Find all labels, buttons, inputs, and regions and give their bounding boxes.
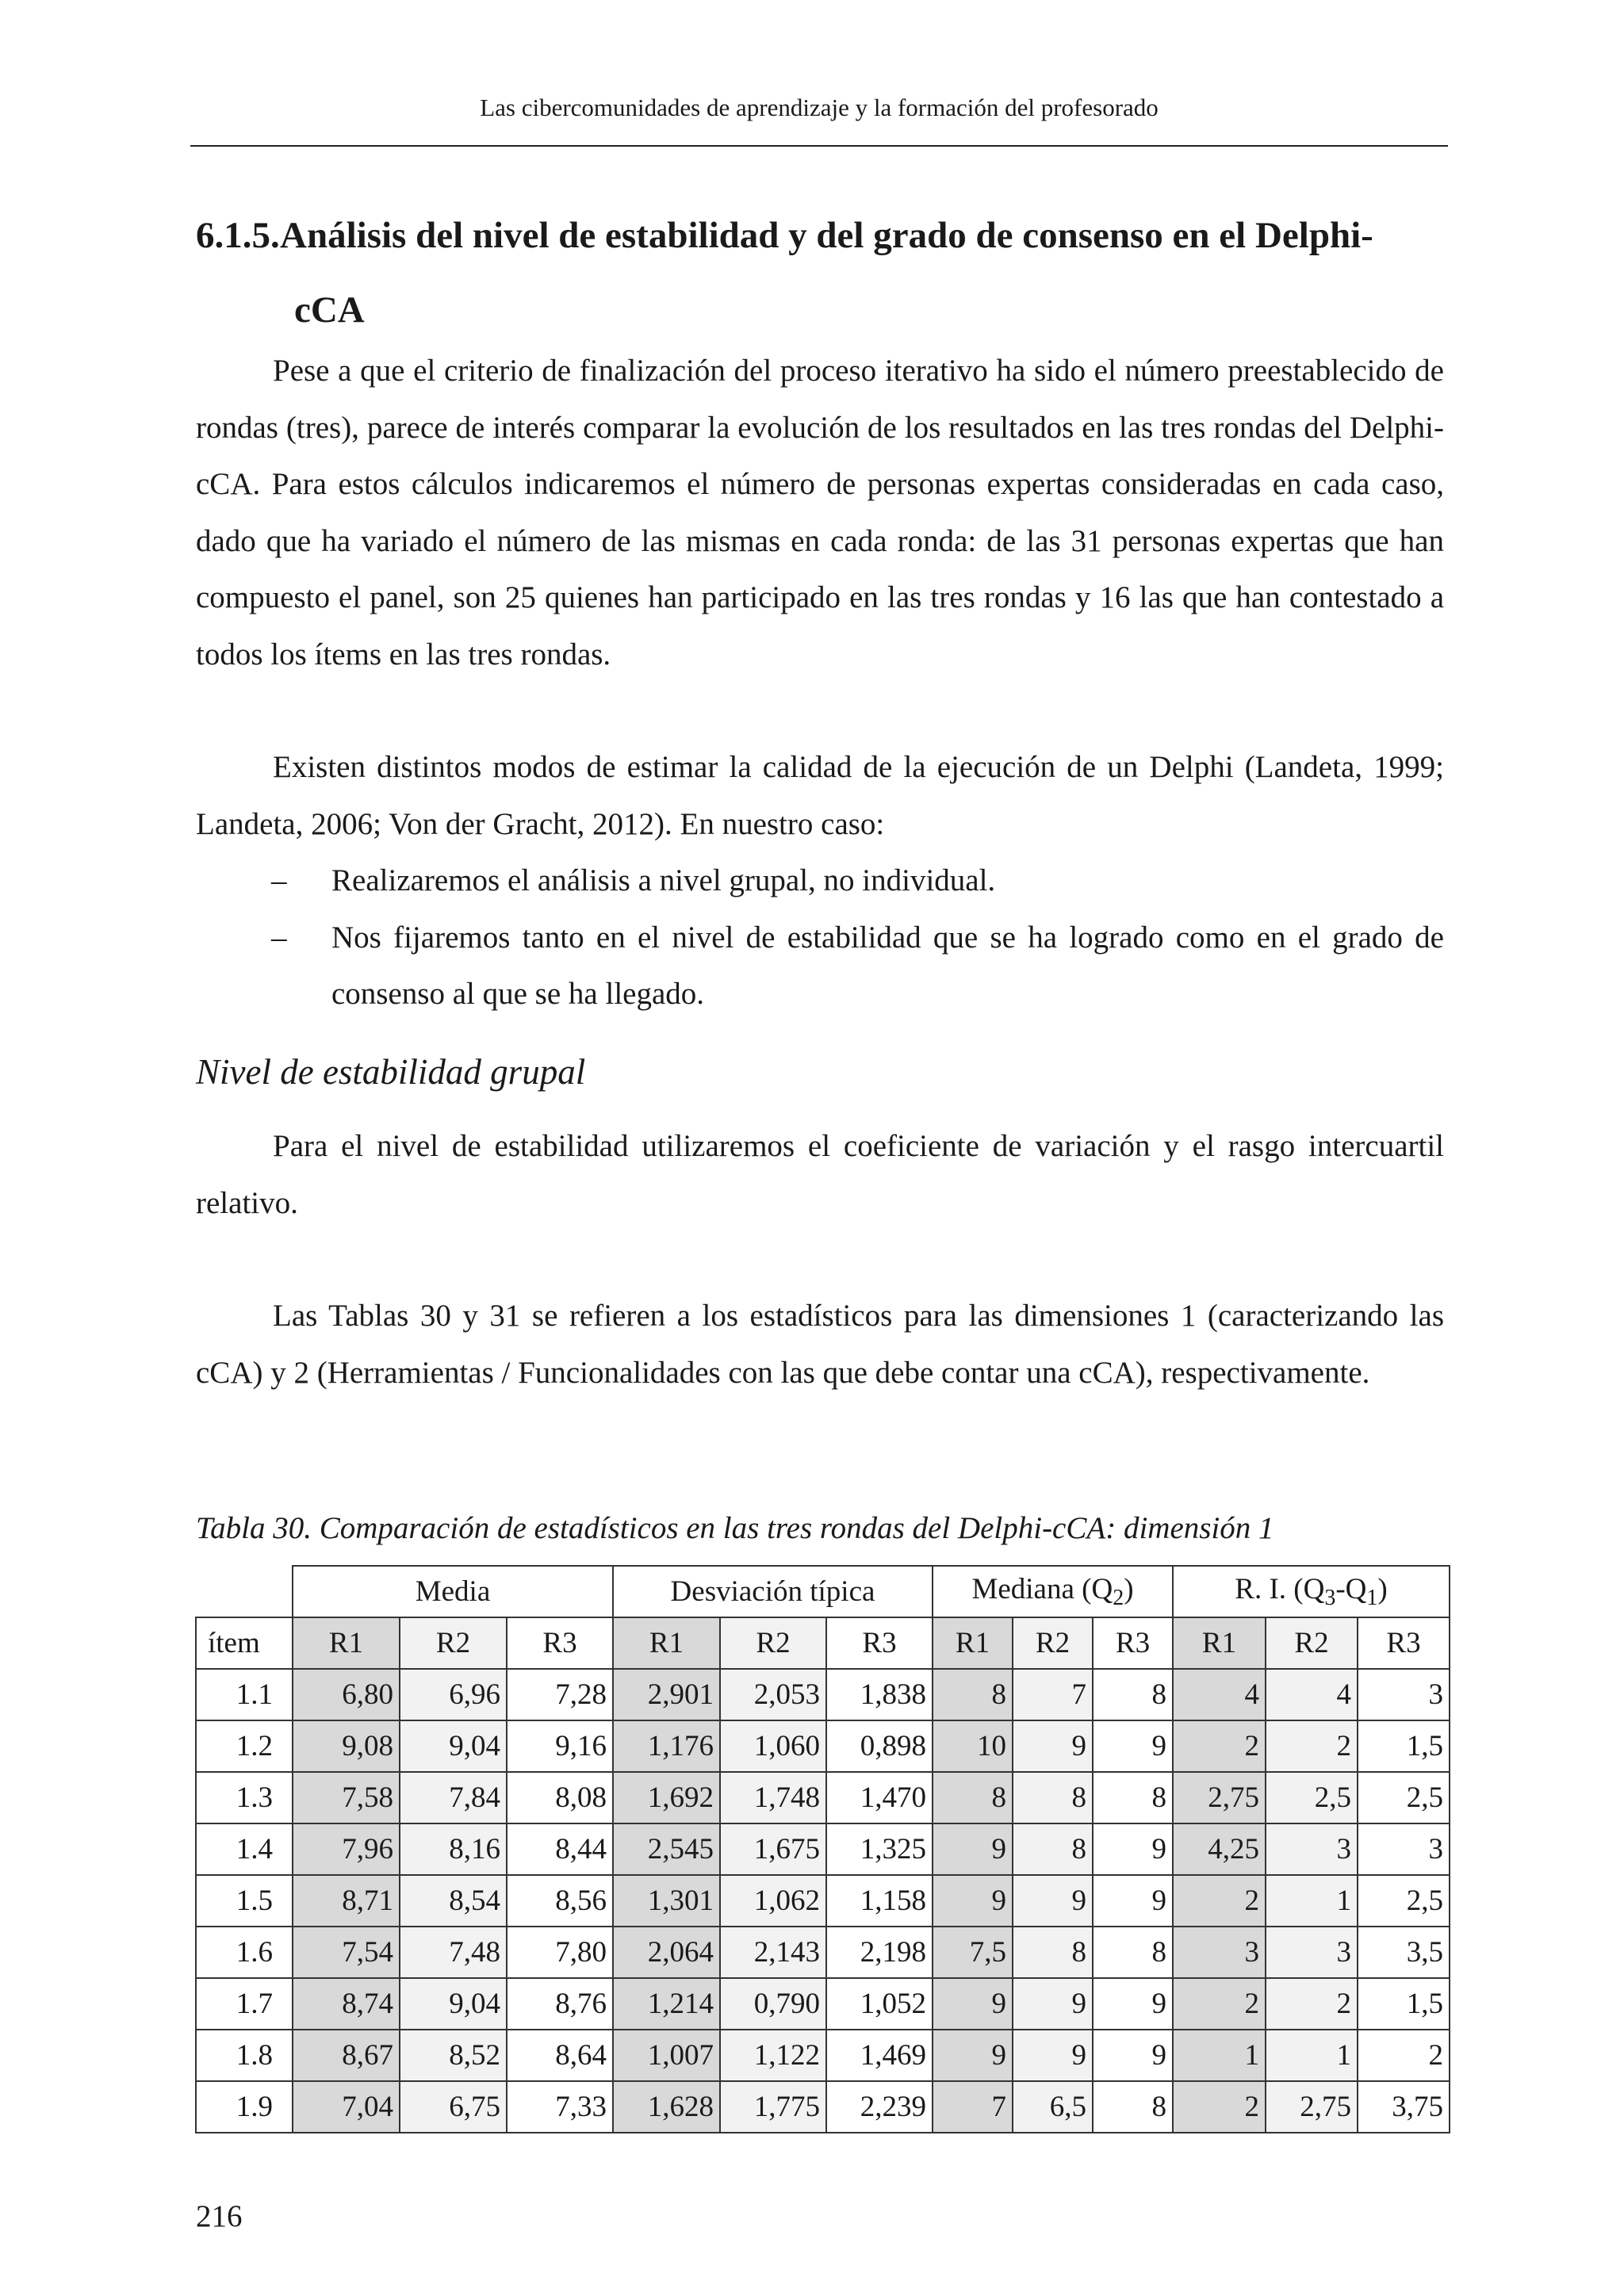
ri-subscript-3: 3 xyxy=(1324,1586,1336,1610)
mediana-r1-cell: 8 xyxy=(933,1772,1013,1823)
paragraph-2: Existen distintos modos de estimar la calidad de la ejecución de un Delphi (Landeta, 1999; Landeta, 2006; Von der Gracht, 2012). En nuestro caso: xyxy=(196,750,1444,841)
mediana-r3-cell: 9 xyxy=(1093,1720,1173,1772)
ri-r2-cell: 1 xyxy=(1266,1875,1358,1927)
mediana-r2-cell: 8 xyxy=(1013,1823,1093,1875)
round-header: R3 xyxy=(507,1617,613,1669)
mediana-r3-cell: 8 xyxy=(1093,2081,1173,2133)
section-title-line2: cCA xyxy=(294,289,365,331)
round-header: R1 xyxy=(613,1617,720,1669)
desv-r1-cell: 1,628 xyxy=(613,2081,720,2133)
desv-r3-cell: 1,838 xyxy=(826,1669,933,1720)
group-header-mediana xyxy=(933,1566,1173,1617)
desv-r2-cell: 1,122 xyxy=(720,2030,826,2081)
ri-r3-cell: 2 xyxy=(1358,2030,1450,2081)
desv-r1-cell: 1,007 xyxy=(613,2030,720,2081)
media-r1-cell: 7,58 xyxy=(293,1772,400,1823)
media-r2-cell: 6,96 xyxy=(400,1669,507,1720)
media-r3-cell: 8,08 xyxy=(507,1772,613,1823)
table-caption: Tabla 30. Comparación de estadísticos en las tres rondas del Delphi-cCA: dimensión 1 xyxy=(196,1511,1274,1545)
table-row xyxy=(196,1823,1450,1875)
media-r2-cell: 7,84 xyxy=(400,1772,507,1823)
media-r1-cell: 7,04 xyxy=(293,2081,400,2133)
mediana-r2-cell: 9 xyxy=(1013,1720,1093,1772)
table-row xyxy=(196,1978,1450,2030)
item-cell: 1.3 xyxy=(196,1772,293,1823)
media-r1-cell: 7,96 xyxy=(293,1823,400,1875)
mediana-subscript: 2 xyxy=(1113,1586,1124,1610)
table-row xyxy=(196,1927,1450,1978)
ri-r3-cell: 1,5 xyxy=(1358,1978,1450,2030)
ri-r3-cell: 2,5 xyxy=(1358,1772,1450,1823)
ri-dash: -Q xyxy=(1335,1573,1367,1605)
ri-r1-cell: 2 xyxy=(1173,1720,1266,1772)
media-r3-cell: 9,16 xyxy=(507,1720,613,1772)
ri-r1-cell: 4 xyxy=(1173,1669,1266,1720)
table-row xyxy=(196,2081,1450,2133)
ri-label: R. I. (Q xyxy=(1235,1573,1325,1605)
media-r3-cell: 7,33 xyxy=(507,2081,613,2133)
media-r1-cell: 9,08 xyxy=(293,1720,400,1772)
table-body xyxy=(196,1669,1450,2133)
round-header: R2 xyxy=(1013,1617,1093,1669)
desv-r3-cell: 1,325 xyxy=(826,1823,933,1875)
media-r1-cell: 8,67 xyxy=(293,2030,400,2081)
desv-r1-cell: 1,301 xyxy=(613,1875,720,1927)
paragraph-3: Para el nivel de estabilidad utilizaremos el coeficiente de variación y el rasgo intercuartil relativo. xyxy=(196,1129,1444,1220)
mediana-close: ) xyxy=(1124,1573,1134,1605)
item-cell: 1.2 xyxy=(196,1720,293,1772)
media-r2-cell: 7,48 xyxy=(400,1927,507,1978)
subheading: Nivel de estabilidad grupal xyxy=(196,1052,586,1092)
list-item-text: Nos fijaremos tanto en el nivel de estabilidad que se ha logrado como en el grado de consenso al que se ha llegado. xyxy=(331,920,1444,1011)
mediana-r2-cell: 8 xyxy=(1013,1927,1093,1978)
desv-r3-cell: 0,898 xyxy=(826,1720,933,1772)
dash-bullet: – xyxy=(271,920,287,955)
item-cell: 1.7 xyxy=(196,1978,293,2030)
desv-r1-cell: 1,214 xyxy=(613,1978,720,2030)
desv-r1-cell: 2,545 xyxy=(613,1823,720,1875)
round-header: R3 xyxy=(1358,1617,1450,1669)
media-r3-cell: 8,76 xyxy=(507,1978,613,2030)
item-cell: 1.1 xyxy=(196,1669,293,1720)
round-header: R3 xyxy=(826,1617,933,1669)
media-r1-cell: 7,54 xyxy=(293,1927,400,1978)
round-header: R1 xyxy=(293,1617,400,1669)
ri-r2-cell: 2 xyxy=(1266,1978,1358,2030)
table-group-header-row xyxy=(196,1566,1450,1617)
mediana-r1-cell: 8 xyxy=(933,1669,1013,1720)
desv-r3-cell: 2,198 xyxy=(826,1927,933,1978)
ri-r2-cell: 3 xyxy=(1266,1823,1358,1875)
dash-bullet: – xyxy=(271,863,287,897)
desv-r1-cell: 1,176 xyxy=(613,1720,720,1772)
round-header: R1 xyxy=(933,1617,1013,1669)
ri-r1-cell: 2,75 xyxy=(1173,1772,1266,1823)
desv-r3-cell: 1,469 xyxy=(826,2030,933,2081)
blank-corner-cell xyxy=(196,1566,293,1617)
mediana-r2-cell: 8 xyxy=(1013,1772,1093,1823)
item-cell: 1.9 xyxy=(196,2081,293,2133)
mediana-r1-cell: 9 xyxy=(933,2030,1013,2081)
ri-r1-cell: 2 xyxy=(1173,1875,1266,1927)
section-heading xyxy=(196,198,1449,347)
desv-r3-cell: 2,239 xyxy=(826,2081,933,2133)
mediana-r2-cell: 6,5 xyxy=(1013,2081,1093,2133)
item-cell: 1.4 xyxy=(196,1823,293,1875)
desv-r1-cell: 1,692 xyxy=(613,1772,720,1823)
ri-r1-cell: 2 xyxy=(1173,2081,1266,2133)
desv-r2-cell: 2,053 xyxy=(720,1669,826,1720)
round-header: R2 xyxy=(1266,1617,1358,1669)
mediana-r2-cell: 7 xyxy=(1013,1669,1093,1720)
desv-r2-cell: 1,675 xyxy=(720,1823,826,1875)
desv-r1-cell: 2,901 xyxy=(613,1669,720,1720)
stats-table xyxy=(195,1565,1450,2133)
mediana-r1-cell: 7,5 xyxy=(933,1927,1013,1978)
media-r3-cell: 8,44 xyxy=(507,1823,613,1875)
ri-r1-cell: 3 xyxy=(1173,1927,1266,1978)
ri-close: ) xyxy=(1377,1573,1388,1605)
media-r2-cell: 8,54 xyxy=(400,1875,507,1927)
list-item xyxy=(196,852,1444,909)
mediana-r1-cell: 9 xyxy=(933,1875,1013,1927)
table-round-header-row xyxy=(196,1617,1450,1669)
media-r2-cell: 9,04 xyxy=(400,1720,507,1772)
paragraph-4-block xyxy=(196,1288,1444,1401)
bullet-list xyxy=(196,852,1444,1023)
page-number: 216 xyxy=(196,2199,243,2233)
header-rule xyxy=(190,145,1448,147)
paragraph-1: Pese a que el criterio de finalización del proceso iterativo ha sido el número preestablecido de rondas (tres), parece de interés comparar la evolución de los resultados en las tres rondas del Delphi-cCA. Para estos cálculos indicaremos el número de personas expertas consideradas en cada caso, dado que ha variado el número de las mismas en cada ronda: de las 31 personas expertas que han compuesto el panel, son 25 quienes han participado en las tres rondas y 16 las que han contestado a todos los ítems en las tres rondas. xyxy=(196,354,1444,672)
ri-r3-cell: 3 xyxy=(1358,1823,1450,1875)
ri-r2-cell: 2,75 xyxy=(1266,2081,1358,2133)
mediana-r3-cell: 8 xyxy=(1093,1927,1173,1978)
mediana-r3-cell: 9 xyxy=(1093,1875,1173,1927)
ri-r1-cell: 4,25 xyxy=(1173,1823,1266,1875)
round-header: R2 xyxy=(720,1617,826,1669)
item-cell: 1.5 xyxy=(196,1875,293,1927)
item-column-header: ítem xyxy=(196,1617,293,1669)
ri-r1-cell: 2 xyxy=(1173,1978,1266,2030)
round-header: R3 xyxy=(1093,1617,1173,1669)
mediana-r1-cell: 10 xyxy=(933,1720,1013,1772)
desv-r2-cell: 2,143 xyxy=(720,1927,826,1978)
media-r3-cell: 8,56 xyxy=(507,1875,613,1927)
paragraph-3-block xyxy=(196,1118,1444,1231)
group-header-media: Media xyxy=(293,1566,613,1617)
ri-r2-cell: 1 xyxy=(1266,2030,1358,2081)
ri-r3-cell: 3,5 xyxy=(1358,1927,1450,1978)
mediana-r3-cell: 9 xyxy=(1093,1978,1173,2030)
media-r2-cell: 8,16 xyxy=(400,1823,507,1875)
desv-r3-cell: 1,158 xyxy=(826,1875,933,1927)
section-title-line1: Análisis del nivel de estabilidad y del grado de consenso en el Delphi- xyxy=(280,215,1373,256)
media-r3-cell: 7,28 xyxy=(507,1669,613,1720)
table-row xyxy=(196,1772,1450,1823)
mediana-r2-cell: 9 xyxy=(1013,1875,1093,1927)
media-r1-cell: 6,80 xyxy=(293,1669,400,1720)
media-r3-cell: 7,80 xyxy=(507,1927,613,1978)
mediana-label: Mediana (Q xyxy=(971,1573,1113,1605)
desv-r2-cell: 1,748 xyxy=(720,1772,826,1823)
desv-r2-cell: 0,790 xyxy=(720,1978,826,2030)
desv-r2-cell: 1,060 xyxy=(720,1720,826,1772)
mediana-r1-cell: 7 xyxy=(933,2081,1013,2133)
mediana-r3-cell: 8 xyxy=(1093,1669,1173,1720)
mediana-r2-cell: 9 xyxy=(1013,1978,1093,2030)
table-row xyxy=(196,2030,1450,2081)
ri-r1-cell: 1 xyxy=(1173,2030,1266,2081)
ri-r2-cell: 2,5 xyxy=(1266,1772,1358,1823)
mediana-r3-cell: 8 xyxy=(1093,1772,1173,1823)
paragraph-2-block xyxy=(196,739,1444,1023)
running-header: Las cibercomunidades de aprendizaje y la formación del profesorado xyxy=(480,94,1159,121)
desv-r1-cell: 2,064 xyxy=(613,1927,720,1978)
media-r2-cell: 9,04 xyxy=(400,1978,507,2030)
mediana-r3-cell: 9 xyxy=(1093,1823,1173,1875)
table-row xyxy=(196,1875,1450,1927)
ri-r3-cell: 2,5 xyxy=(1358,1875,1450,1927)
list-item-text: Realizaremos el análisis a nivel grupal, no individual. xyxy=(331,863,996,897)
desv-r3-cell: 1,470 xyxy=(826,1772,933,1823)
table-row xyxy=(196,1720,1450,1772)
ri-r2-cell: 4 xyxy=(1266,1669,1358,1720)
media-r1-cell: 8,71 xyxy=(293,1875,400,1927)
ri-r2-cell: 3 xyxy=(1266,1927,1358,1978)
group-header-ri xyxy=(1173,1566,1450,1617)
table-row xyxy=(196,1669,1450,1720)
mediana-r1-cell: 9 xyxy=(933,1823,1013,1875)
list-item xyxy=(196,909,1444,1023)
round-header: R2 xyxy=(400,1617,507,1669)
ri-subscript-1: 1 xyxy=(1366,1586,1378,1610)
desv-r2-cell: 1,775 xyxy=(720,2081,826,2133)
ri-r3-cell: 3 xyxy=(1358,1669,1450,1720)
round-header: R1 xyxy=(1173,1617,1266,1669)
paragraph-1-block xyxy=(196,342,1444,683)
media-r3-cell: 8,64 xyxy=(507,2030,613,2081)
item-cell: 1.6 xyxy=(196,1927,293,1978)
mediana-r1-cell: 9 xyxy=(933,1978,1013,2030)
media-r2-cell: 8,52 xyxy=(400,2030,507,2081)
ri-r3-cell: 1,5 xyxy=(1358,1720,1450,1772)
desv-r3-cell: 1,052 xyxy=(826,1978,933,2030)
ri-r3-cell: 3,75 xyxy=(1358,2081,1450,2133)
mediana-r3-cell: 9 xyxy=(1093,2030,1173,2081)
media-r1-cell: 8,74 xyxy=(293,1978,400,2030)
media-r2-cell: 6,75 xyxy=(400,2081,507,2133)
item-cell: 1.8 xyxy=(196,2030,293,2081)
section-number: 6.1.5. xyxy=(196,215,280,256)
ri-r2-cell: 2 xyxy=(1266,1720,1358,1772)
mediana-r2-cell: 9 xyxy=(1013,2030,1093,2081)
paragraph-4: Las Tablas 30 y 31 se refieren a los estadísticos para las dimensiones 1 (caracterizando las cCA) y 2 (Herramientas / Funcionalidades con las que debe contar una cCA), respectivamente. xyxy=(196,1299,1444,1390)
desv-r2-cell: 1,062 xyxy=(720,1875,826,1927)
group-header-desviacion: Desviación típica xyxy=(613,1566,933,1617)
